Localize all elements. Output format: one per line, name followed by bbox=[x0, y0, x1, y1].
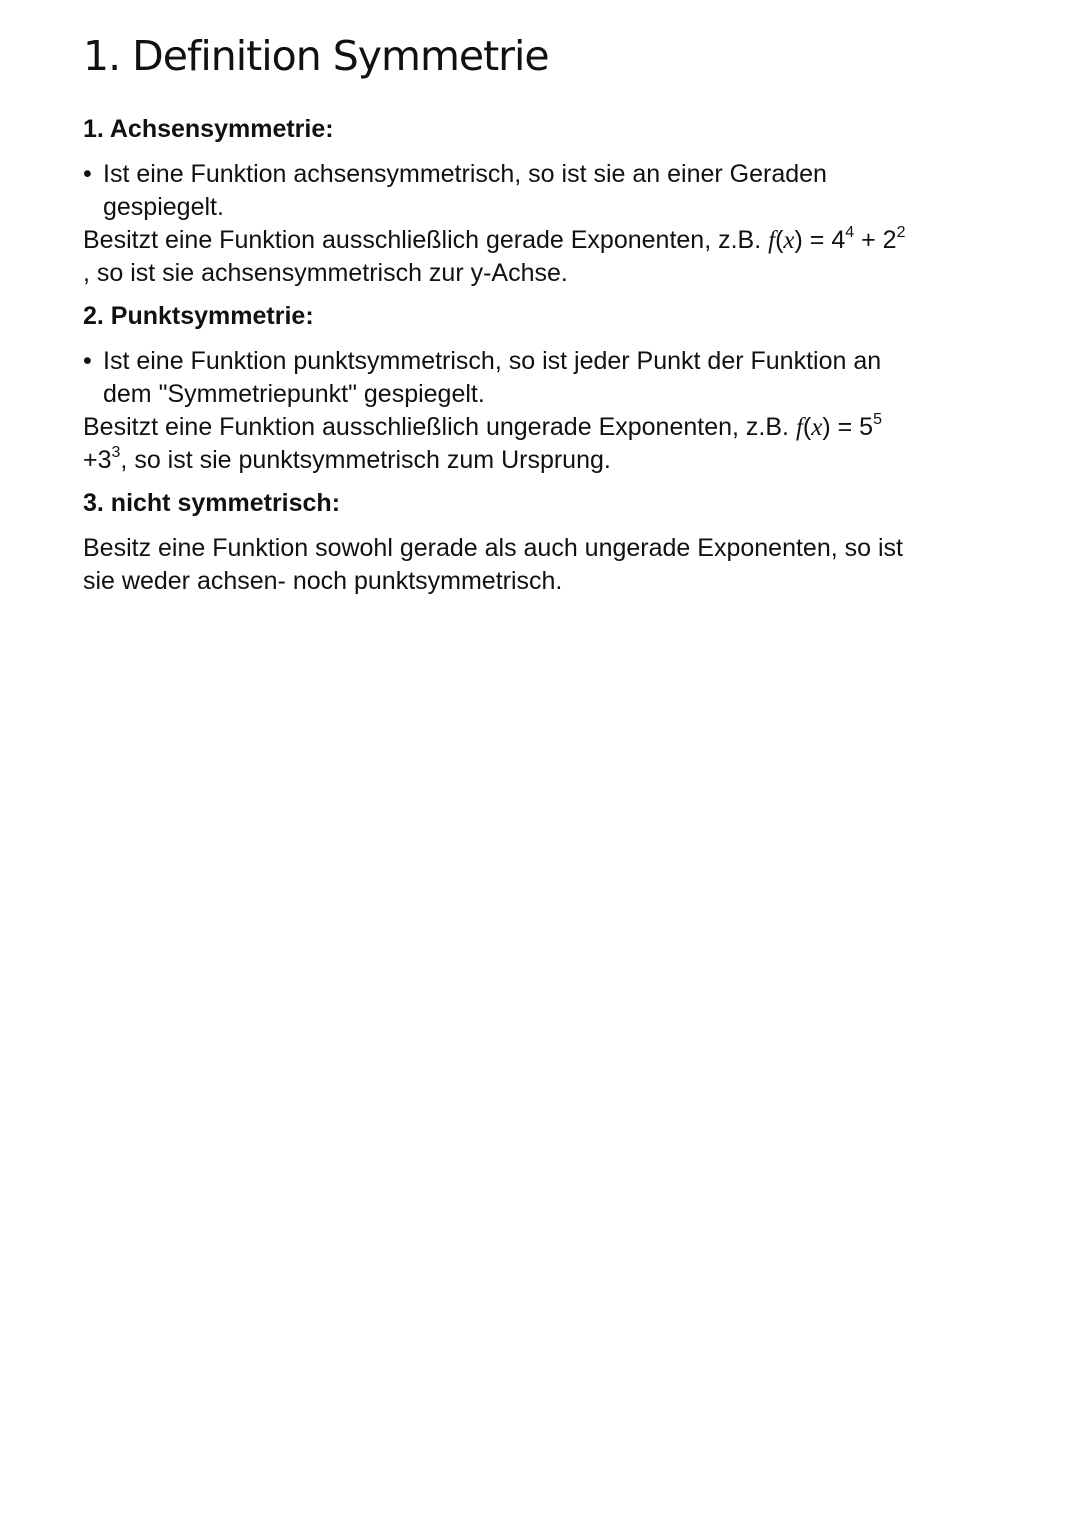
definition-text-line: Besitzt eine Funktion ausschließlich gerade Exponenten, z.B. $f(x) = 4^4 + 2^2$ bbox=[83, 224, 906, 254]
formula-plus: + 2 bbox=[854, 226, 897, 254]
page-title: 1. Definition Symmetrie bbox=[83, 32, 549, 80]
formula-function-name: f bbox=[768, 227, 776, 254]
formula-rhs: = 4 bbox=[809, 226, 846, 254]
formula-rhs: = 5 bbox=[837, 413, 874, 441]
bullet-text-line: Ist eine Funktion achsensymmetrisch, so ist sie an einer Geraden bbox=[103, 160, 827, 188]
formula-variable: x bbox=[783, 227, 795, 254]
definition-text-line: sie weder achsen- noch punktsymmetrisch. bbox=[83, 567, 563, 595]
bullet-icon: • bbox=[83, 160, 92, 188]
formula-plus: +3 bbox=[83, 446, 112, 474]
bullet-text-line: dem "Symmetriepunkt" gespiegelt. bbox=[103, 380, 485, 408]
formula-exponent: 5 bbox=[873, 411, 882, 428]
definition-text-line: Besitzt eine Funktion ausschließlich ungerade Exponenten, z.B. $f(x) = 5^5$ bbox=[83, 411, 882, 441]
formula-exponent: 2 bbox=[896, 224, 906, 241]
definition-text: Besitzt eine Funktion ausschließlich gerade Exponenten, z.B. bbox=[83, 226, 762, 254]
bullet-icon: • bbox=[83, 347, 92, 375]
section-heading-achsensymmetrie: 1. Achsensymmetrie: bbox=[83, 115, 334, 143]
definition-text: , so ist sie punktsymmetrisch zum Ursprung. bbox=[120, 446, 611, 474]
section-heading-punktsymmetrie: 2. Punktsymmetrie: bbox=[83, 302, 314, 330]
section-heading-nicht-symmetrisch: 3. nicht symmetrisch: bbox=[83, 489, 341, 517]
definition-text-line: Besitz eine Funktion sowohl gerade als auch ungerade Exponenten, so ist bbox=[83, 534, 903, 562]
bullet-text-line: gespiegelt. bbox=[103, 193, 224, 221]
definition-text-line: , so ist sie achsensymmetrisch zur y-Achse. bbox=[83, 259, 568, 287]
definition-text: Besitzt eine Funktion ausschließlich ungerade Exponenten, z.B. bbox=[83, 413, 789, 441]
bullet-text-line: Ist eine Funktion punktsymmetrisch, so ist jeder Punkt der Funktion an bbox=[103, 347, 882, 375]
formula-function-name: f bbox=[795, 414, 803, 441]
formula-exponent: 3 bbox=[111, 444, 121, 461]
formula-exponent: 4 bbox=[845, 224, 855, 241]
formula-variable: x bbox=[811, 414, 823, 441]
definition-text-line bbox=[83, 444, 611, 477]
